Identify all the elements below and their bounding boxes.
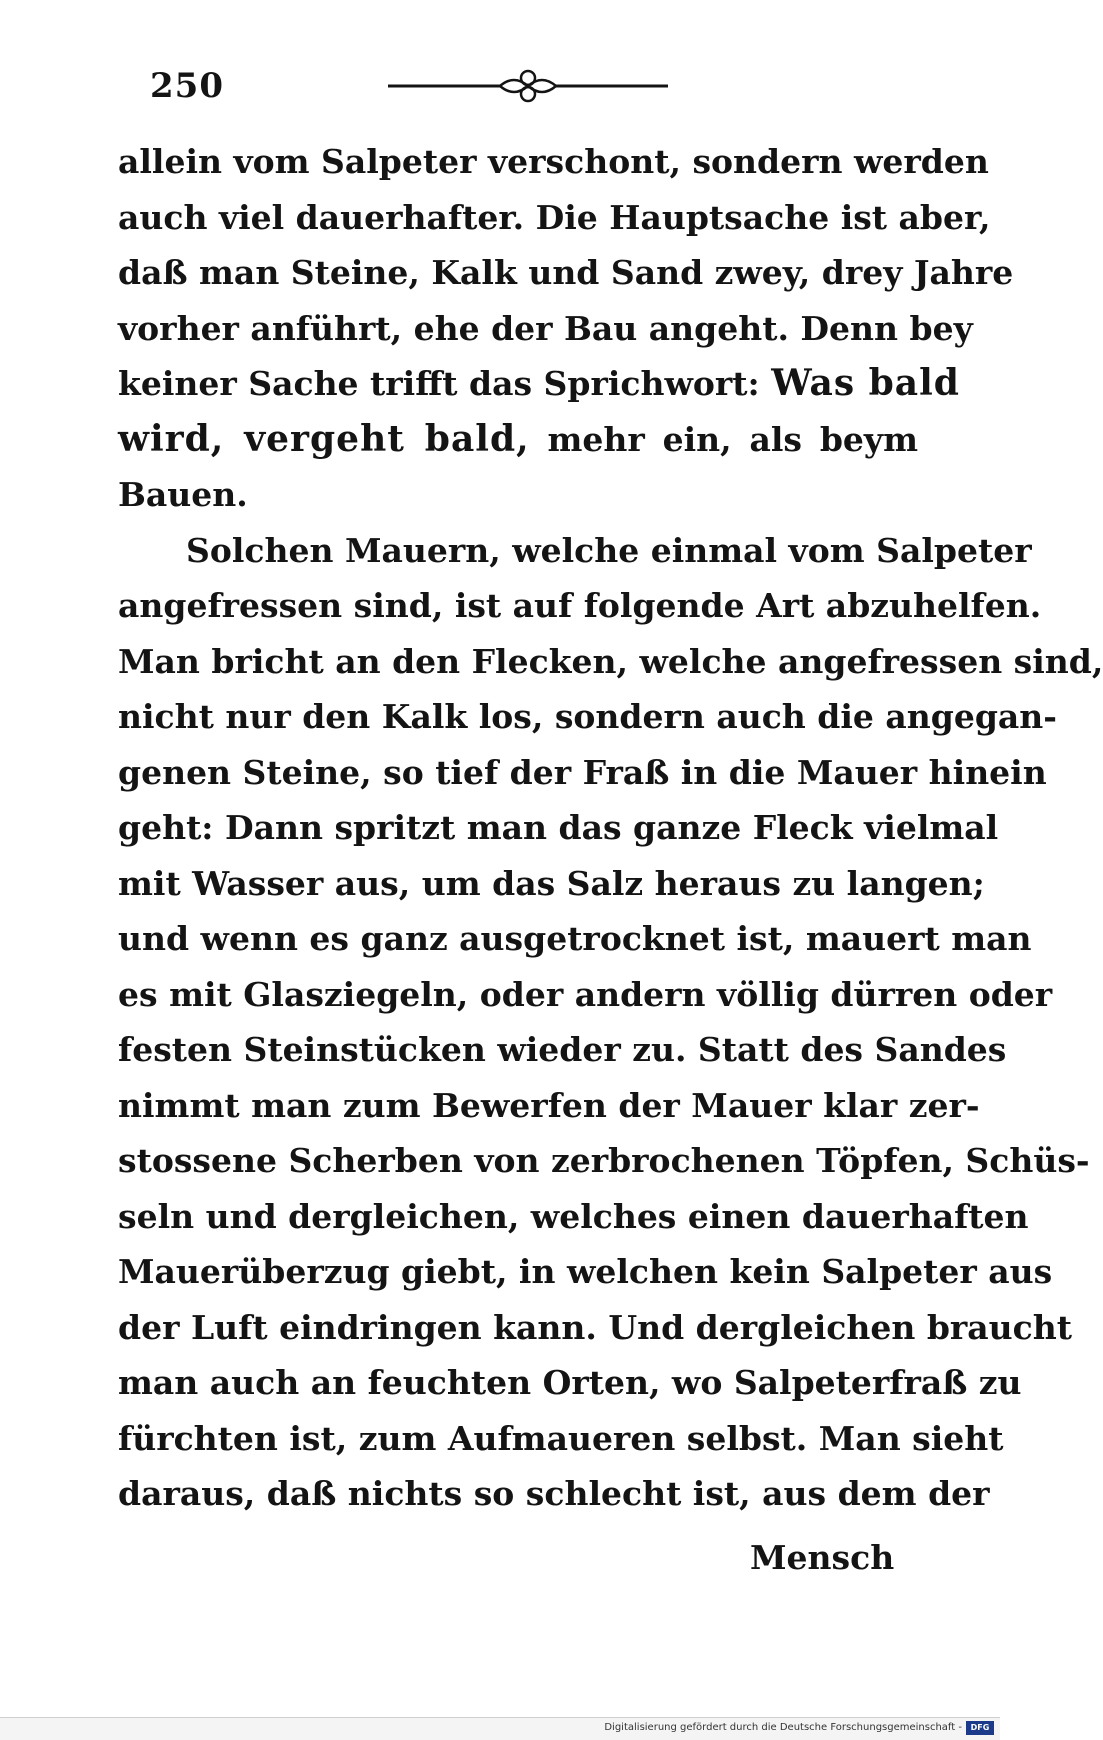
text-line: mit Wasser aus, um das Salz heraus zu langen; xyxy=(118,863,985,903)
text-line: genen Steine, so tief der Fraß in die Mauer hinein xyxy=(118,752,1047,792)
dfg-logo: DFG xyxy=(966,1721,994,1735)
text-line: Solchen Mauern, welche einmal vom Salpeter xyxy=(186,530,1032,570)
text-line: nicht nur den Kalk los, sondern auch die angegan- xyxy=(118,697,1057,736)
text-line: geht: Dann spritzt man das ganze Fleck vielmal xyxy=(118,808,999,847)
text-segment: keiner Sache trifft das Sprichwort: xyxy=(118,364,772,403)
footer-credit: Digitalisierung gefördert durch die Deutsche Forschungsgemeinschaft - xyxy=(604,1722,962,1733)
catchword: Mensch xyxy=(750,1538,895,1577)
page-number: 250 xyxy=(150,66,224,106)
text-line: seln und dergleichen, welches einen dauerhaften xyxy=(118,1196,1029,1236)
decorative-ornament-icon xyxy=(388,68,668,104)
digitization-footer xyxy=(0,1717,1000,1740)
text-line: vorher anführt, ehe der Bau angeht. Denn bey xyxy=(118,308,973,348)
text-line: Bauen. xyxy=(118,475,248,514)
text-line: daraus, daß nichts so schlecht ist, aus dem der xyxy=(118,1474,990,1513)
text-line: daß man Steine, Kalk und Sand zwey, drey Jahre xyxy=(118,253,1014,292)
text-line: der Luft eindringen kann. Und dergleichen braucht xyxy=(118,1307,1073,1347)
text-line: Mauerüberzug giebt, in welchen kein Salpeter aus xyxy=(118,1252,1053,1291)
text-line: es mit Glasziegeln, oder andern völlig dürren oder xyxy=(118,974,1053,1014)
text-line: man auch an feuchten Orten, wo Salpeterfraß zu xyxy=(118,1363,1022,1402)
page-header xyxy=(150,62,910,112)
text-line: angefressen sind, ist auf folgende Art abzuhelfen. xyxy=(118,586,1042,625)
text-line: und wenn es ganz ausgetrocknet ist, mauert man xyxy=(118,919,1032,958)
text-line: stossene Scherben von zerbrochenen Töpfen, Schüs- xyxy=(118,1141,1090,1180)
text-line: fürchten ist, zum Aufmaueren selbst. Man sieht xyxy=(118,1418,1004,1458)
text-line: nimmt man zum Bewerfen der Mauer klar zer- xyxy=(118,1085,980,1125)
emphasized-proverb: wird, vergeht bald, xyxy=(118,417,530,460)
emphasized-proverb: Was bald xyxy=(771,362,960,404)
body-text xyxy=(118,134,1103,1522)
text-line: Man bricht an den Flecken, welche angefressen sind, xyxy=(118,641,1103,681)
text-line: allein vom Salpeter verschont, sondern werden xyxy=(118,142,989,181)
text-line xyxy=(118,356,960,412)
text-line: festen Steinstücken wieder zu. Statt des Sandes xyxy=(118,1030,1007,1069)
text-line xyxy=(118,412,918,468)
text-line: auch viel dauerhafter. Die Hauptsache ist aber, xyxy=(118,197,991,237)
text-segment: mehr ein, als beym xyxy=(529,419,919,459)
